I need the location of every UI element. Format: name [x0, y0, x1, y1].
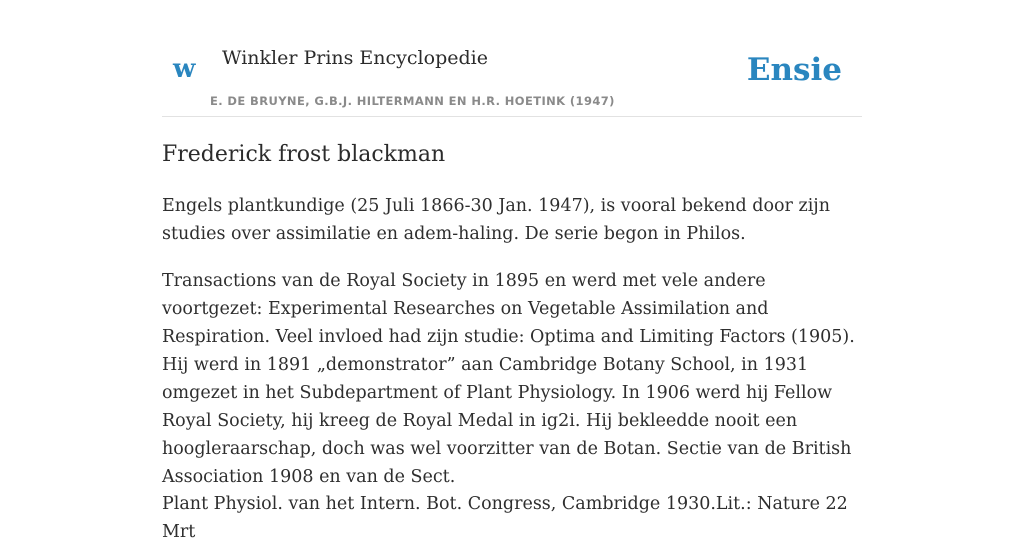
source-logo-icon[interactable]: w — [173, 54, 196, 84]
brand-logo[interactable]: Ensie — [746, 52, 842, 88]
article-paragraph: Transactions van de Royal Society in 1895 en werd met vele andere voortgezet: Experimental Researches on Vegetable Assimilation and Respiration. Veel invloed had zijn studie: Optima and Limiting Factors (1905). Hij werd in 1891 „demonstrator” aan Cambridge Botany School, in 1931 omgezet in het Subdepartment of Plant Physiology. In 1906 werd hij Fellow Royal Society, hij kreeg de Royal Medal in ig2i. Hij bekleedde nooit een hoogleraarschap, doch was wel voorzitter van de Botan. Sectie van de British Association 1908 en van de Sect. — [162, 271, 855, 487]
article-title: Frederick frost blackman — [162, 142, 446, 167]
header — [162, 0, 862, 117]
page — [162, 0, 862, 542]
article-paragraph: Engels plantkundige (25 Juli 1866-30 Jan. 1947), is vooral bekend door zijn studies over assimilatie en adem-haling. De serie begon in Philos. — [162, 196, 830, 244]
article-paragraph: Plant Physiol. van het Intern. Bot. Congress, Cambridge 1930.Lit.: Nature 22 Mrt — [162, 494, 848, 542]
source-title[interactable]: Winkler Prins Encyclopedie — [222, 47, 488, 69]
source-authors: E. DE BRUYNE, G.B.J. HILTERMANN EN H.R. HOETINK (1947) — [210, 94, 615, 108]
